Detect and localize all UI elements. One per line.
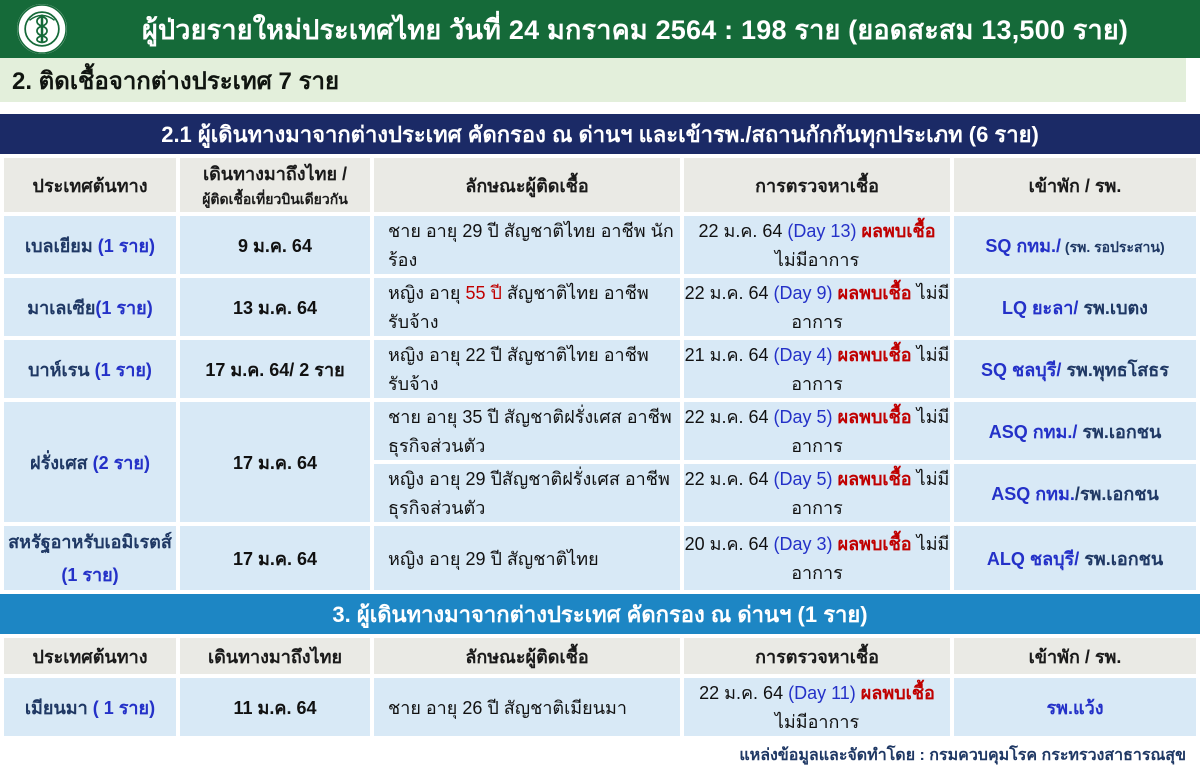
cell-arrival-date: 13 ม.ค. 64: [180, 278, 370, 336]
country-count: (2 ราย): [87, 452, 150, 473]
stay-main: LQ ยะลา/: [1002, 297, 1079, 318]
col-header-arrival-line1: เดินทางมาถึงไทย /: [202, 164, 348, 184]
country-count: (1 ราย): [92, 235, 156, 256]
test-day: (Day 9): [773, 283, 833, 303]
test-result: ผลพบเชื้อ: [837, 469, 912, 489]
country-count: (1 ราย): [61, 565, 119, 585]
stay-note: รพ.เอกชน: [1077, 421, 1162, 442]
col-header-arrival: เดินทางมาถึงไทย: [180, 638, 370, 674]
col-header-stay: เข้าพัก / รพ.: [954, 638, 1196, 674]
cell-test-info: [684, 526, 950, 590]
section2-heading: 2. ติดเชื้อจากต่างประเทศ 7 ราย: [0, 58, 1200, 102]
profile-age-highlight: 55 ปี: [465, 283, 502, 303]
test-day: (Day 11): [788, 683, 856, 703]
test-symptom: ไม่มีอาการ: [791, 283, 950, 332]
test-date: 22 ม.ค. 64: [698, 221, 783, 241]
test-day: (Day 3): [773, 534, 833, 554]
cell-country: [4, 526, 176, 590]
test-result: ผลพบเชื้อ: [861, 221, 936, 241]
stay-main: ASQ กทม./: [988, 421, 1078, 442]
table-row-myanmar: [4, 678, 1196, 736]
stay-note: รพ.พุทธโสธร: [1061, 359, 1169, 380]
table-row-france-1: [4, 402, 1196, 460]
cell-test-info: [684, 402, 950, 460]
cell-arrival-date: 9 ม.ค. 64: [180, 216, 370, 274]
table-border-checkpoint: [0, 634, 1200, 740]
cell-stay: [954, 526, 1196, 590]
test-symptom: ไม่มีอาการ: [791, 345, 950, 394]
col-header-profile: ลักษณะผู้ติดเชื้อ: [374, 638, 680, 674]
cell-country: [4, 278, 176, 336]
test-symptom: ไม่มีอาการ: [791, 469, 950, 518]
test-symptom: ไม่มีอาการ: [774, 712, 860, 732]
country-name: สหรัฐอาหรับเอมิเรตส์: [8, 532, 172, 552]
cell-stay: [954, 340, 1196, 398]
test-date: 22 ม.ค. 64: [684, 407, 769, 427]
col-header-stay: เข้าพัก / รพ.: [954, 158, 1196, 212]
country-name: เมียนมา: [24, 697, 88, 718]
test-day: (Day 5): [773, 469, 833, 489]
cell-test-info: [684, 464, 950, 522]
country-count: ( 1 ราย): [87, 697, 156, 718]
test-day: (Day 4): [773, 345, 833, 365]
cell-stay: [954, 678, 1196, 736]
test-result: ผลพบเชื้อ: [860, 683, 935, 703]
table-international-quarantine: [0, 154, 1200, 594]
test-result: ผลพบเชื้อ: [837, 534, 912, 554]
test-date: 22 ม.ค. 64: [699, 683, 784, 703]
stay-note: รพ.เอกชน: [1079, 548, 1164, 569]
country-name: เบลเยียม: [24, 235, 93, 256]
table-row-uae: [4, 526, 1196, 590]
country-count: (1 ราย): [95, 297, 153, 318]
stay-note: /รพ.เอกชน: [1074, 483, 1159, 504]
profile-text: สัญชาติไทย อาชีพ รับจ้าง: [388, 283, 649, 332]
cell-stay: [954, 216, 1196, 274]
test-date: 21 ม.ค. 64: [684, 345, 769, 365]
col-header-test: การตรวจหาเชื้อ: [684, 638, 950, 674]
cell-arrival-date: 17 ม.ค. 64: [180, 402, 370, 522]
cell-test-info: [684, 216, 950, 274]
cell-patient-profile: ชาย อายุ 26 ปี สัญชาติเมียนมา: [374, 678, 680, 736]
top-header-bar: [0, 0, 1200, 58]
cell-patient-profile: หญิง อายุ 29 ปีสัญชาติฝรั่งเศส อาชีพ ธุรกิจส่วนตัว: [374, 464, 680, 522]
cell-patient-profile: ชาย อายุ 35 ปี สัญชาติฝรั่งเศส อาชีพธุรกิจส่วนตัว: [374, 402, 680, 460]
source-credit: แหล่งข้อมูลและจัดทำโดย : กรมควบคุมโรค กระทรวงสาธารณสุข: [739, 747, 1186, 764]
cell-stay: [954, 402, 1196, 460]
stay-note: (รพ. รอประสาน): [1061, 238, 1165, 255]
stay-main: SQ ชลบุรี/: [981, 359, 1062, 380]
cell-test-info: [684, 340, 950, 398]
cell-test-info: [684, 278, 950, 336]
test-date: 22 ม.ค. 64: [684, 469, 769, 489]
col-header-arrival-line2: ผู้ติดเชื้อเที่ยวบินเดียวกัน: [202, 191, 348, 207]
test-date: 22 ม.ค. 64: [684, 283, 769, 303]
country-name: มาเลเซีย: [27, 297, 96, 318]
col-header-country: ประเทศต้นทาง: [4, 638, 176, 674]
cell-patient-profile: หญิง อายุ 29 ปี สัญชาติไทย: [374, 526, 680, 590]
cell-arrival-date: 11 ม.ค. 64: [180, 678, 370, 736]
table-row-bahrain: [4, 340, 1196, 398]
cell-country: [4, 678, 176, 736]
cell-arrival-date: 17 ม.ค. 64/ 2 ราย: [180, 340, 370, 398]
stay-note: รพ.เบตง: [1078, 297, 1148, 318]
cell-patient-profile: ชาย อายุ 29 ปี สัญชาติไทย อาชีพ นักร้อง: [374, 216, 680, 274]
table-row-malaysia: [4, 278, 1196, 336]
country-name: บาห์เรน: [28, 359, 90, 380]
stay-main: ALQ ชลบุรี/: [986, 548, 1080, 569]
test-day: (Day 13): [787, 221, 857, 241]
cell-stay: [954, 464, 1196, 522]
test-result: ผลพบเชื้อ: [837, 283, 912, 303]
cell-country: [4, 340, 176, 398]
cell-patient-profile: หญิง อายุ 22 ปี สัญชาติไทย อาชีพ รับจ้าง: [374, 340, 680, 398]
stay-main: ASQ กทม.: [991, 483, 1075, 504]
cell-patient-profile: [374, 278, 680, 336]
country-count: (1 ราย): [89, 359, 152, 380]
table-row-belgium: [4, 216, 1196, 274]
cell-test-info: [684, 678, 950, 736]
col-header-profile: ลักษณะผู้ติดเชื้อ: [374, 158, 680, 212]
test-symptom: ไม่มีอาการ: [791, 407, 950, 456]
test-symptom: ไม่มีอาการ: [791, 534, 950, 583]
test-date: 20 ม.ค. 64: [684, 534, 769, 554]
cell-country: [4, 402, 176, 522]
moph-logo: [16, 3, 68, 60]
test-symptom: ไม่มีอาการ: [774, 250, 860, 270]
table3-title-bar: 3. ผู้เดินทางมาจากต่างประเทศ คัดกรอง ณ ด่านฯ (1 ราย): [0, 594, 1200, 634]
page-title: ผู้ป่วยรายใหม่ประเทศไทย วันที่ 24 มกราคม 2564 : 198 ราย (ยอดสะสม 13,500 ราย): [141, 14, 1129, 45]
table1-title-bar: 2.1 ผู้เดินทางมาจากต่างประเทศ คัดกรอง ณ ด่านฯ และเข้ารพ./สถานกักกันทุกประเภท (6 ราย): [0, 114, 1200, 154]
cell-stay: [954, 278, 1196, 336]
test-result: ผลพบเชื้อ: [837, 407, 912, 427]
col-header-test: การตรวจหาเชื้อ: [684, 158, 950, 212]
cell-arrival-date: 17 ม.ค. 64: [180, 526, 370, 590]
country-name: ฝรั่งเศส: [30, 452, 88, 473]
test-result: ผลพบเชื้อ: [837, 345, 912, 365]
profile-text: หญิง อายุ: [388, 283, 466, 303]
stay-main: SQ กทม./: [985, 235, 1062, 256]
cell-country: [4, 216, 176, 274]
stay-main: รพ.แว้ง: [1046, 697, 1104, 718]
test-day: (Day 5): [773, 407, 833, 427]
col-header-arrival: [180, 158, 370, 212]
col-header-country: ประเทศต้นทาง: [4, 158, 176, 212]
